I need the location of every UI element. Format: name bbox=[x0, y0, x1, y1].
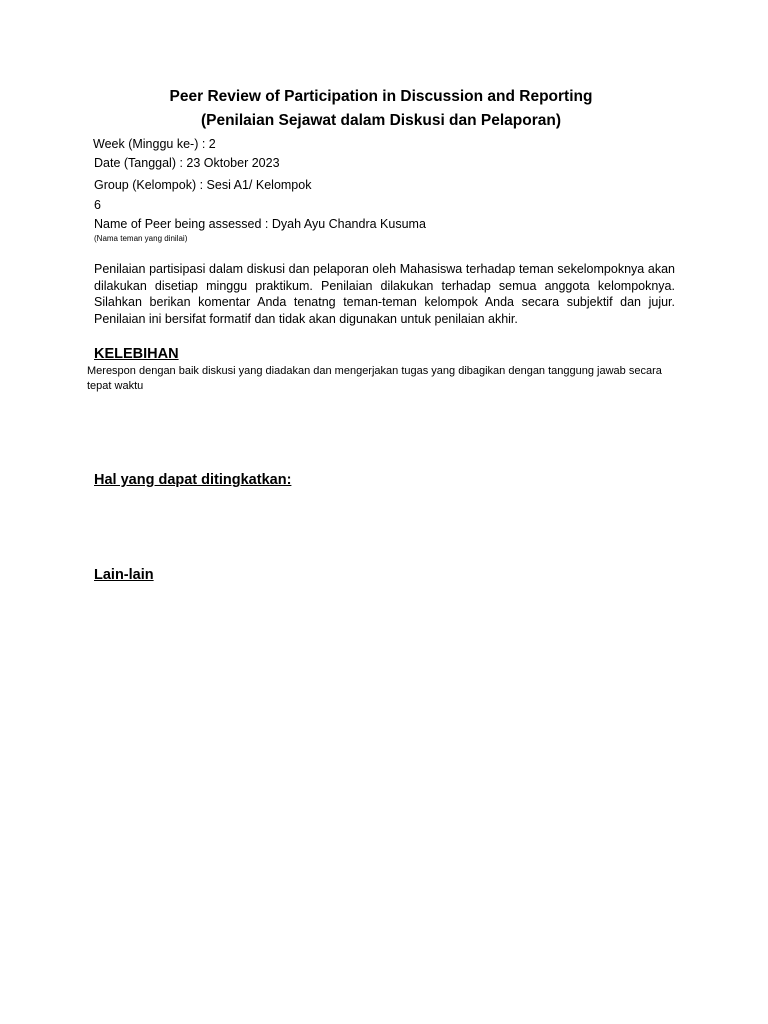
improvement-heading: Hal yang dapat ditingkatkan: bbox=[94, 472, 292, 488]
date-field: Date (Tanggal) : 23 Oktober 2023 bbox=[94, 156, 280, 170]
document-subtitle: (Penilaian Sejawat dalam Diskusi dan Pelaporan) bbox=[200, 112, 562, 129]
kelebihan-answer: Merespon dengan baik diskusi yang diadakan dan mengerjakan tugas yang dibagikan dengan tanggung jawab secara tepat waktu bbox=[87, 365, 662, 392]
document-title: Peer Review of Participation in Discussion and Reporting bbox=[169, 88, 593, 105]
group-field: Group (Kelompok) : Sesi A1/ Kelompok bbox=[94, 178, 312, 192]
kelebihan-heading: KELEBIHAN bbox=[94, 346, 179, 362]
group-number: 6 bbox=[94, 198, 101, 212]
intro-paragraph: Penilaian partisipasi dalam diskusi dan pelaporan oleh Mahasiswa terhadap teman sekelompoknya akan dilakukan disetiap minggu praktikum. Penilaian dilakukan terhadap semua anggota kelompoknya. Silahkan berikan komentar Anda tenatng teman-teman kelompok Anda secara subjektif dan jujur. Penilaian ini bersifat formatif dan tidak akan digunakan untuk penilaian akhir. bbox=[94, 262, 675, 326]
week-field: Week (Minggu ke-) : 2 bbox=[93, 137, 216, 151]
peer-name-field: Name of Peer being assessed : Dyah Ayu Chandra Kusuma bbox=[94, 217, 426, 231]
other-heading: Lain-lain bbox=[94, 567, 154, 583]
peer-name-note: (Nama teman yang dinilai) bbox=[94, 234, 188, 243]
